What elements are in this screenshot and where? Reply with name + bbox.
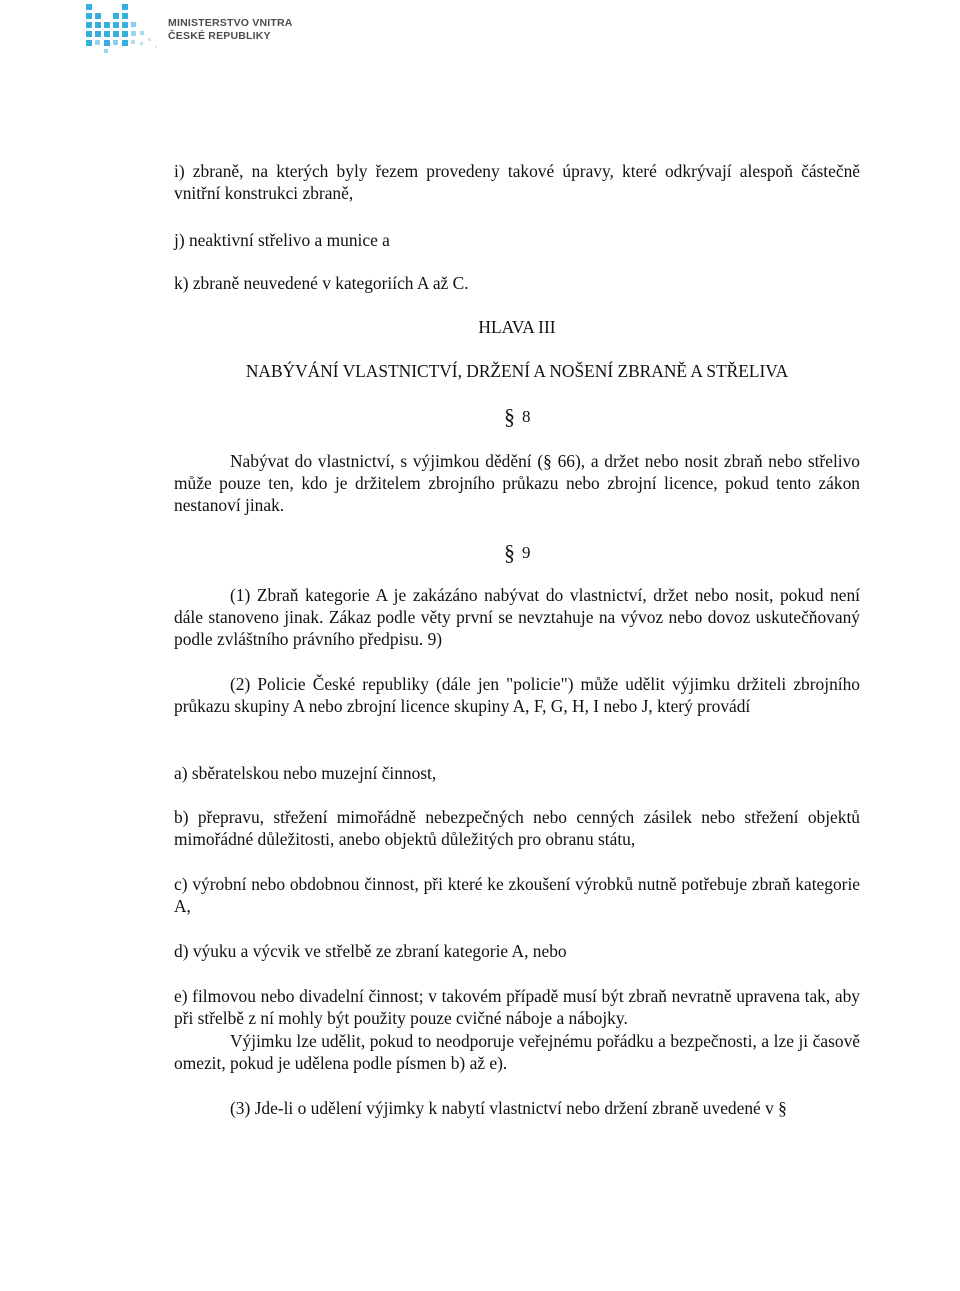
- ministry-emblem-icon: [86, 2, 162, 58]
- section-9-symbol: §: [504, 540, 515, 565]
- ministry-name-line1: MINISTERSTVO VNITRA: [168, 17, 293, 29]
- section-9-exception: Výjimku lze udělit, pokud to neodporuje veřejnému pořádku a bezpečnosti, a lze ji časově omezit, pokud je udělena podle písmen b) až e).: [174, 1031, 860, 1074]
- section-9-heading: [504, 540, 531, 566]
- section-9-item-e: e) filmovou nebo divadelní činnost; v takovém případě musí být zbraň nevratně upravena tak, aby při střelbě z ní mohly být použity pouze cvičné náboje a nábojky.: [174, 986, 860, 1029]
- chapter-title: NABÝVÁNÍ VLASTNICTVÍ, DRŽENÍ A NOŠENÍ ZBRANĚ A STŘELIVA: [245, 361, 789, 381]
- section-9-item-a: a) sběratelskou nebo muzejní činnost,: [174, 763, 437, 783]
- section-8-symbol: §: [504, 404, 515, 429]
- item-j: j) neaktivní střelivo a munice a: [174, 230, 390, 250]
- section-9-item-d: d) výuku a výcvik ve střelbě ze zbraní kategorie A, nebo: [174, 941, 567, 961]
- chapter-number: HLAVA III: [478, 317, 556, 337]
- section-9-item-b: b) přepravu, střežení mimořádně nebezpečných nebo cenných zásilek nebo střežení objektů mimořádné důležitosti, anebo objektů důležitých pro obranu státu,: [174, 807, 860, 850]
- section-9-paragraph-2: (2) Policie České republiky (dále jen "policie") může udělit výjimku držiteli zbrojního průkazu skupiny A nebo zbrojní licence skupiny A, F, G, H, I nebo J, který provádí: [174, 674, 860, 717]
- section-9-paragraph-3: (3) Jde-li o udělení výjimky k nabytí vlastnictví nebo držení zbraně uvedené v §: [230, 1098, 787, 1118]
- section-9-item-c: c) výrobní nebo obdobnou činnost, při které ke zkoušení výrobků nutně potřebuje zbraň kategorie A,: [174, 874, 860, 917]
- section-8-text: Nabývat do vlastnictví, s výjimkou dědění (§ 66), a držet nebo nosit zbraň nebo střelivo může pouze ten, kdo je držitelem zbrojního průkazu nebo zbrojní licence, pokud tento zákon nestanoví jinak.: [174, 451, 860, 516]
- section-9-paragraph-1: (1) Zbraň kategorie A je zakázáno nabývat do vlastnictví, držet nebo nosit, pokud není dále stanoveno jinak. Zákaz podle věty první se nevztahuje na vývoz nebo dovoz uskutečňovaný podle zvláštního právního předpisu. 9): [174, 585, 860, 650]
- ministry-name: [168, 17, 293, 42]
- ministry-logo: [86, 2, 316, 58]
- section-8-number: 8: [522, 407, 531, 426]
- item-i: i) zbraně, na kterých byly řezem provedeny takové úpravy, které odkrývají alespoň částečně vnitřní konstrukci zbraně,: [174, 161, 860, 204]
- section-8-heading: [504, 404, 531, 430]
- item-k: k) zbraně neuvedené v kategoriích A až C.: [174, 273, 469, 293]
- section-9-number: 9: [522, 543, 531, 562]
- ministry-name-line2: ČESKÉ REPUBLIKY: [168, 29, 271, 42]
